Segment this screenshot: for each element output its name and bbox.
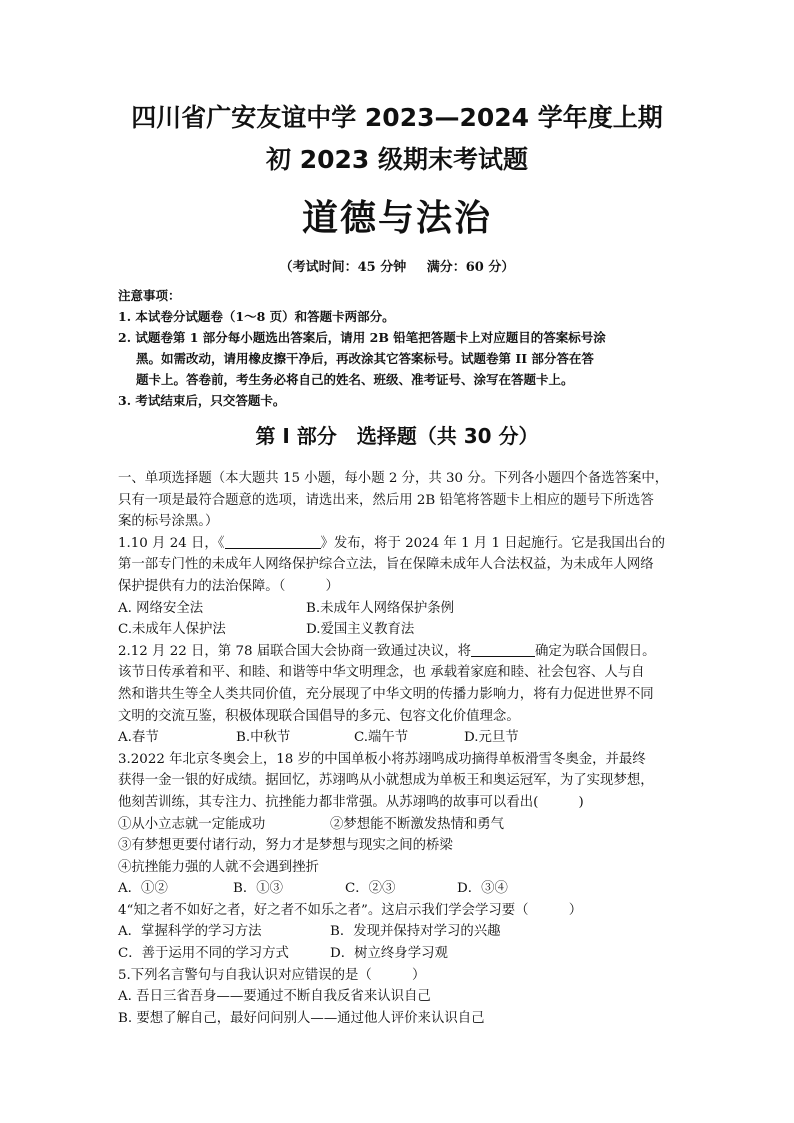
question-body xyxy=(118,468,688,1029)
part-title: 第 I 部分 选择题（共 30 分） xyxy=(255,424,539,448)
option: D．树立终身学习观 xyxy=(330,946,448,962)
statement: ④抗挫能力强的人就不会遇到挫折 xyxy=(118,859,319,875)
option: B. 要想了解自己，最好问问别人——通过他人评价来认识自己 xyxy=(118,1010,485,1026)
section-instruction: 一、单项选择题（本大题共 15 小题，每小题 2 分，共 30 分。下列各小题四个备选答案中， xyxy=(118,471,669,486)
exam-info xyxy=(0,256,794,275)
option: A.春节 xyxy=(118,730,159,746)
question-4-options xyxy=(118,943,688,965)
statement: ③有梦想更要付诸行动，努力才是梦想与现实之间的桥梁 xyxy=(118,838,453,854)
note-item: 黑。如需改动，请用橡皮擦干净后，再改涂其它答案标号。试题卷第 II 部分答在答 xyxy=(136,351,594,366)
question-3-options xyxy=(118,878,688,900)
option: B．①③ xyxy=(233,881,284,897)
exam-title-line2: 初 2023 级期末考试题 xyxy=(266,145,528,174)
option: A. 网络安全法 xyxy=(118,600,204,616)
note-item: 2. 试题卷第 1 部分每小题选出答案后，请用 2B 铅笔把答题卡上对应题目的答案标号涂 xyxy=(118,330,606,345)
exam-title-line1: 四川省广安友谊中学 2023—2024 学年度上期 xyxy=(131,103,663,132)
question-2-stem xyxy=(118,641,688,663)
question-3-stem: 他刻苦训练，其专注力、抗挫能力都非常强。从苏翊鸣的故事可以看出( ) xyxy=(118,794,584,810)
note-item: 3. 考试结束后，只交答题卡。 xyxy=(118,393,286,408)
question-1-options xyxy=(118,619,688,641)
question-3-stem: 3.2022 年北京冬奥会上，18 岁的中国单板小将苏翊鸣成功摘得单板滑雪冬奥金，并最终 xyxy=(118,751,646,767)
question-3-stem: 获得一金一银的好成绩。据回忆，苏翊鸣从小就想成为单板王和奥运冠军，为了实现梦想， xyxy=(118,773,654,789)
option: A. 吾日三省吾身——要通过不断自我反省来认识自己 xyxy=(118,989,431,1005)
option: A．①② xyxy=(118,881,168,897)
section-instruction: 案的标号涂黑。） xyxy=(118,514,219,530)
option: C.端午节 xyxy=(354,730,409,746)
full-score: 满分：60 分） xyxy=(426,260,515,275)
option: D.元旦节 xyxy=(464,730,519,746)
option: A．掌握科学的学习方法 xyxy=(118,924,262,940)
statement: ②梦想能不断激发热情和勇气 xyxy=(330,816,505,832)
section-instruction: 只有一项是最符合题意的选项，请选出来，然后用 2B 铅笔将答题卡上相应的题号下所选答 xyxy=(118,492,654,508)
question-4-options xyxy=(118,921,688,943)
question-1-options xyxy=(118,598,688,620)
question-1-stem: 保护提供有力的法治保障。（ ） xyxy=(118,578,339,594)
option: B.中秋节 xyxy=(236,730,291,746)
question-2-options xyxy=(118,727,688,749)
statement: ①从小立志就一定能成功 xyxy=(118,816,266,832)
answer-blank xyxy=(225,534,321,549)
q2-text: 确定为联合国假日。 xyxy=(535,643,656,659)
question-5-stem: 5.下列名言警句与自我认识对应错误的是（ ） xyxy=(118,967,426,983)
subject-title: 道德与法治 xyxy=(301,198,492,239)
question-2-stem: 然和谐共生等全人类共同价值，充分展现了中华文明的传播力影响力，将有力促进世界不同 xyxy=(118,686,654,702)
question-3-statements xyxy=(118,814,688,836)
note-item: 1. 本试卷分试题卷（1～8 页）和答题卡两部分。 xyxy=(118,309,395,324)
q1-text: 1.10 月 24 日，《 xyxy=(118,535,225,551)
question-1-stem xyxy=(118,533,688,555)
note-item: 题卡上。答卷前，考生务必将自己的姓名、班级、准考证号、涂写在答题卡上。 xyxy=(136,372,574,387)
option: D.爱国主义教育法 xyxy=(306,622,415,638)
answer-blank xyxy=(471,642,535,657)
question-2-stem: 文明的交流互鉴，积极体现联合国倡导的多元、包容文化价值理念。 xyxy=(118,708,520,724)
q2-text: 2.12 月 22 日，第 78 届联合国大会协商一致通过决议，将 xyxy=(118,643,471,659)
question-4-stem: 4“知之者不如好之者，好之者不如乐之者”。这启示我们学会学习要（ ） xyxy=(118,902,583,918)
question-2-stem: 该节日传承着和平、和睦、和谐等中华文明理念，也 承载着家庭和睦、社会包容、人与自 xyxy=(118,665,645,681)
q1-text: 》发布，将于 2024 年 1 月 1 日起施行。它是我国出台的 xyxy=(320,535,665,551)
notes-heading: 注意事项： xyxy=(118,288,181,303)
option: D．③④ xyxy=(457,881,508,897)
option: B.未成年人网络保护条例 xyxy=(306,600,455,616)
option: C．善于运用不同的学习方式 xyxy=(118,946,289,962)
exam-notes xyxy=(118,285,688,411)
exam-time: （考试时间：45 分钟 xyxy=(279,260,407,275)
option: C.未成年人保护法 xyxy=(118,622,226,638)
question-1-stem: 第一部专门性的未成年人网络保护综合立法，旨在保障未成年人合法权益，为未成年人网络 xyxy=(118,557,654,573)
option: B．发现并保持对学习的兴趣 xyxy=(330,924,501,940)
option: C．②③ xyxy=(345,881,396,897)
